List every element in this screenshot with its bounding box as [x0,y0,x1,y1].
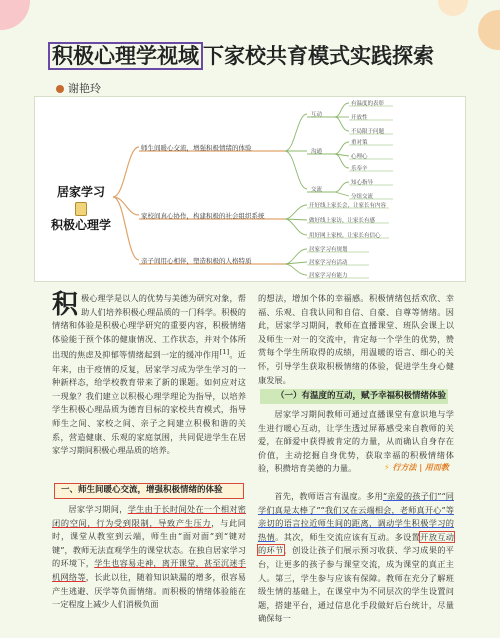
leaf-node: 有温度的表彰 [351,101,385,107]
intro-paragraph [52,292,246,458]
citation-mark: [1] [219,348,230,357]
article-title [48,40,434,70]
text-run: 。其次，师生交流应该有互动。多设置 [275,531,421,542]
section-heading-1: 一、师生间暖心交流，增强积极情绪的体验 [54,483,244,499]
subsection-paragraph-2 [258,490,454,626]
right-column [258,292,454,387]
left-column [52,292,246,458]
branch-teacher-student: 师生间暖心交流，增强积极情绪的体验 [141,144,252,152]
subsection-paragraph: 居家学习期间教师可通过直播课堂有意识地与学生进行暖心互动，让学生透过屏幕感受来自教师的关爱，在師爱中获得被肯定的力量，从而确认自身存在价值，主动挖掘自身优势，获取幸福的积极情绪体验，积攒培育美德的力量。 [258,409,454,474]
left-column-bottom [52,503,246,612]
leaf-node: 重对策 [351,140,368,146]
intro-text: 极心理学是以人的优势与美德为研究对象，帮助人们培养积极心理品质的一门科学。积极的情绪和体验是积极心理学研究的重要内容，积极情绪体验能于预个体的健康情况、工作状态，并对个体所出现的焦虑及抑郁等情绪起到一定的缓冲作用 [52,293,246,361]
text-run: 居家学习期间， [68,504,128,514]
text-run: 首先，教师语言有温度。多用 [274,490,383,501]
drop-cap: 积 [52,290,79,320]
leaf-node: 不局限于问题 [351,129,385,135]
intro-text-tail: 。近年来，由于疫情的反复，居家学习成为学生学习的一种新样态，给学校教育带来了新的课题。如何应对这一现象？我们建立以积极心理学理论为指导，以培养学生积极心理品质为德育目标的家校共育模式，指导师生之间、家校之间、亲子之间建立积极和谐的关系，营造健康、乐观的家庭氛围，共同促进学生在居家学习期间积极心理品质的培养。 [52,350,246,456]
leaf-node: 开好线上家长会，让家长有内容 [309,203,387,209]
leaf-node: 乐奉辛 [351,166,368,172]
leaf-node: 做好线上家访，让家长有感 [309,218,376,224]
underlined-text: “亲爱的孩子们”“同学们真是太棒了”“我们又在云端相会，老师真开心”等亲切的语言拉近师生间的距离，调动学生积极学习的热情 [258,490,454,542]
leaf-node: 分组交流 [351,194,374,200]
subsection-heading-1: （一）有温度的互动，赋予幸福积极情绪体验 [260,389,448,404]
stamp-text-tail: 用而教 [424,463,449,472]
title-rest: 下家校共育模式实践探索 [203,44,434,68]
method-stamp: ⚡ 行方法 | 用而教 [384,463,449,472]
corner-decoration-circle [0,0,30,30]
author-name: 谢艳玲 [68,82,101,95]
right-column-bottom [258,408,454,626]
leaf-node: 用好网上家校，让家长有信心 [309,233,381,239]
bullet-icon [56,85,64,93]
corner-decoration-circle [438,0,468,16]
branch-parent-child: 亲子间用心相伴，塑造积极的人格特质 [141,257,252,265]
continued-paragraph: 的想法，增加个体的幸福感。积极情绪包括欢欣、幸福、乐观、自我认同和自信、自豪、自尊等情绪。因此，居家学习期间，教师在直播课堂、班队会课上以及师生一对一的交流中，肯定每一个学生的优势，赞赏每个学生所取得的成绩，用温暖的语言、细心的关怀，引导学生获取积极情绪的体验，促进学生身心健康发展。 [258,293,454,385]
corner-decoration-circle [478,10,500,50]
center-label-top: 居家学习 [56,185,105,199]
mind-map-figure [34,96,466,282]
text-run: ，创设让孩子们展示预习收获、学习成果的平台，让更多的孩子参与课堂交流，成为课堂的真正主人。第三，学生参与应该有保障。教师在充分了解班级生情的基础上，在课堂中为不同层次的学生设置问题，搭建平台，通过信息化手段做好后台统计，尽量确保每一 [258,545,454,624]
boxed-text: 开放互动的环节 [258,531,454,556]
branch-home-school: 家校间真心协作，构建积极的社会组织系统 [141,212,265,220]
leaf-node: 心理心 [351,154,368,160]
text-run: ，与此同时，课堂从教室到云端，师生由“面对面”到“键对键”，教师无法直观学生的课堂状态。在独自居家学习的环境下， [52,517,246,569]
mind-map-center [43,185,119,233]
sub-node-interaction: 互动 [311,112,323,118]
text-run: ，长此以往，随着知识缺漏的增多，很容易产生逃避、厌学等负面情绪。而积极的情绪体验能在一定程度上减少人们消极负面 [52,571,246,610]
underlined-text: 学生由于长时间处在一个相对密闭的空间，行为受到限制，导致产生压力 [52,504,246,528]
leaf-node: 居家学习有能力 [309,273,348,279]
center-label-bottom: 积极心理学 [50,218,111,232]
leaf-node: 居家学习有规划 [309,247,348,253]
notebook-icon [75,202,87,216]
leaf-node: 开放性 [351,115,368,121]
author-line [56,80,101,96]
section1-paragraph [52,503,246,612]
leaf-node: 知心指导 [351,180,374,186]
leaf-node: 居家学习有活动 [309,260,348,266]
title-highlighted-part: 积极心理学视域 [48,42,203,70]
underlined-text: 学生也容易走神，离开课堂，甚至沉迷手机网络等 [52,558,246,582]
lightning-icon: ⚡ [384,463,390,472]
stamp-text: 行方法 [392,463,417,472]
sub-node-communication: 沟通 [311,149,323,155]
sub-node-exchange: 交流 [311,187,323,193]
